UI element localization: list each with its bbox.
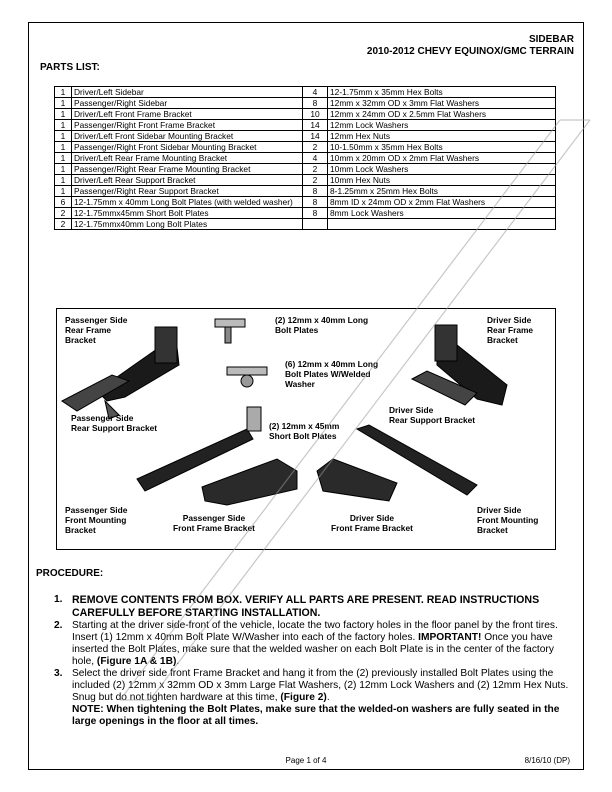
table-row <box>55 186 556 197</box>
table-cell: 8 <box>303 186 328 197</box>
table-row <box>55 131 556 142</box>
table-cell: 1 <box>55 153 72 164</box>
table-cell: 10mm x 20mm OD x 2mm Flat Washers <box>328 153 556 164</box>
parts-diagram <box>56 308 556 550</box>
table-cell: Driver/Left Rear Frame Mounting Bracket <box>72 153 303 164</box>
table-cell: 1 <box>55 186 72 197</box>
table-cell: 12-1.75mmx40mm Long Bolt Plates <box>72 219 303 230</box>
table-cell: Driver/Left Sidebar <box>72 87 303 98</box>
table-cell: 2 <box>303 175 328 186</box>
table-cell: 1 <box>55 131 72 142</box>
table-cell: 10mm Lock Washers <box>328 164 556 175</box>
table-row <box>55 109 556 120</box>
table-cell <box>328 219 556 230</box>
table-cell: Passenger/Right Front Sidebar Mounting Bracket <box>72 142 303 153</box>
table-cell: 2 <box>55 219 72 230</box>
table-cell: 10mm Hex Nuts <box>328 175 556 186</box>
header-subtitle: 2010-2012 CHEVY EQUINOX/GMC TERRAIN <box>366 46 574 57</box>
table-cell: Driver/Left Rear Support Bracket <box>72 175 303 186</box>
label-passenger-rear-frame: Passenger Side Rear Frame Bracket <box>65 315 128 345</box>
driver-front-frame-bracket-shape <box>317 459 397 501</box>
table-cell: 10 <box>303 109 328 120</box>
table-cell: 1 <box>55 175 72 186</box>
long-bolt-plate-shape <box>215 319 245 327</box>
passenger-front-frame-bracket-shape <box>202 459 297 505</box>
document-header <box>367 34 574 58</box>
procedure-steps <box>54 594 574 728</box>
step-text-end: . <box>326 692 330 703</box>
table-cell: 12-1.75mm x 40mm Long Bolt Plates (with welded washer) <box>72 197 303 208</box>
table-cell: 1 <box>55 87 72 98</box>
label-driver-front-frame: Driver Side Front Frame Bracket <box>331 513 413 533</box>
table-cell: 2 <box>303 142 328 153</box>
table-row <box>55 142 556 153</box>
label-passenger-front-frame: Passenger Side Front Frame Bracket <box>173 513 255 533</box>
page-number: Page 1 of 4 <box>285 756 327 765</box>
table-row <box>55 153 556 164</box>
table-row <box>55 208 556 219</box>
step-number: 1. <box>54 594 63 605</box>
welded-bolt-plate-shape <box>227 367 267 375</box>
table-cell: Passenger/Right Sidebar <box>72 98 303 109</box>
figure-reference: (Figure 1A & 1B) <box>96 656 177 667</box>
procedure-title: PROCEDURE: <box>36 568 104 579</box>
figure-reference: (Figure 2) <box>280 692 327 703</box>
step-number: 2. <box>54 620 63 631</box>
step-number: 3. <box>54 668 63 679</box>
parts-list-title: PARTS LIST: <box>40 62 100 73</box>
table-cell: 10-1.50mm x 35mm Hex Bolts <box>328 142 556 153</box>
label-long-bolt-plates-6: (6) 12mm x 40mm Long Bolt Plates W/Welded Washer <box>285 359 379 389</box>
header-title: SIDEBAR <box>528 34 574 45</box>
step-2 <box>54 620 574 668</box>
label-driver-rear-frame: Driver Side Rear Frame Bracket <box>487 315 534 345</box>
table-cell: Passenger/Right Front Frame Bracket <box>72 120 303 131</box>
label-driver-rear-support: Driver Side Rear Support Bracket <box>389 405 476 425</box>
table-cell: 8 <box>303 98 328 109</box>
table-row <box>55 197 556 208</box>
table-cell: 12-1.75mm x 35mm Hex Bolts <box>328 87 556 98</box>
table-cell: 4 <box>303 153 328 164</box>
table-cell: 1 <box>55 164 72 175</box>
table-row <box>55 87 556 98</box>
table-cell: 1 <box>55 142 72 153</box>
label-passenger-front-mounting: Passenger Side Front Mounting Bracket <box>65 505 128 535</box>
label-passenger-rear-support: Passenger Side Rear Support Bracket <box>71 413 158 433</box>
table-cell: Passenger/Right Rear Frame Mounting Bracket <box>72 164 303 175</box>
table-row <box>55 98 556 109</box>
table-row <box>55 175 556 186</box>
step-text: REMOVE CONTENTS FROM BOX. VERIFY ALL PARTS ARE PRESENT. READ INSTRUCTIONS CAREFULLY BEFORE STARTING INSTALLATION. <box>72 594 540 619</box>
table-cell: Passenger/Right Rear Support Bracket <box>72 186 303 197</box>
table-cell: 14 <box>303 120 328 131</box>
table-cell: 12-1.75mmx45mm Short Bolt Plates <box>72 208 303 219</box>
step-1 <box>54 594 574 620</box>
table-row <box>55 120 556 131</box>
table-cell: Driver/Left Front Frame Bracket <box>72 109 303 120</box>
step-text: Select the driver side front Frame Bracket and hang it from the (2) previously installed Bolt Plates using the included (2) 12mm x 32mm OD x 3mm Large Flat Washers, (2) 12mm Lock Washers and (2) 12mm Hex Nuts. Snug but do not tighten hardware at this time, <box>72 668 569 703</box>
label-short-bolt-plates: (2) 12mm x 45mm Short Bolt Plates <box>269 421 340 441</box>
table-cell: 2 <box>303 164 328 175</box>
table-cell: 4 <box>303 87 328 98</box>
step-text: Starting at the driver side-front of the vehicle, locate the two factory holes in the floor panel by the front tires. Insert (1) 12mm x 40mm Bolt Plate W/Washer into each of the factory holes. <box>72 620 558 643</box>
table-cell: 8mm ID x 24mm OD x 2mm Flat Washers <box>328 197 556 208</box>
important-label: IMPORTANT! <box>418 632 482 643</box>
table-row <box>55 219 556 230</box>
table-cell: 1 <box>55 120 72 131</box>
note-text: NOTE: When tightening the Bolt Plates, make sure that the welded-on washers are fully seated in the large openings in the floor at all times. <box>72 704 560 727</box>
table-cell: 2 <box>55 208 72 219</box>
table-cell <box>303 219 328 230</box>
step-text: Once you have inserted the Bolt Plates, make sure that the welded washer on each Bolt Plate is in the center of the factory hole, <box>72 632 554 667</box>
document-date: 8/16/10 (DP) <box>524 756 570 765</box>
table-cell: 6 <box>55 197 72 208</box>
table-row <box>55 164 556 175</box>
table-cell: 12mm x 32mm OD x 3mm Flat Washers <box>328 98 556 109</box>
table-cell: 1 <box>55 98 72 109</box>
label-long-bolt-plates-2: (2) 12mm x 40mm Long Bolt Plates <box>275 315 369 335</box>
label-driver-front-mounting: Driver Side Front Mounting Bracket <box>477 505 539 535</box>
table-cell: 12mm Lock Washers <box>328 120 556 131</box>
table-cell: 8 <box>303 208 328 219</box>
table-cell: 12mm Hex Nuts <box>328 131 556 142</box>
table-cell: 1 <box>55 109 72 120</box>
step-text-end: . <box>176 656 180 667</box>
short-bolt-plate-shape <box>247 407 261 431</box>
table-cell: 12mm x 24mm OD x 2.5mm Flat Washers <box>328 109 556 120</box>
step-3 <box>54 668 574 728</box>
table-cell: 8mm Lock Washers <box>328 208 556 219</box>
table-cell: 8-1.25mm x 25mm Hex Bolts <box>328 186 556 197</box>
table-cell: 8 <box>303 197 328 208</box>
parts-table <box>54 86 556 230</box>
table-cell: Driver/Left Front Sidebar Mounting Bracket <box>72 131 303 142</box>
table-cell: 14 <box>303 131 328 142</box>
